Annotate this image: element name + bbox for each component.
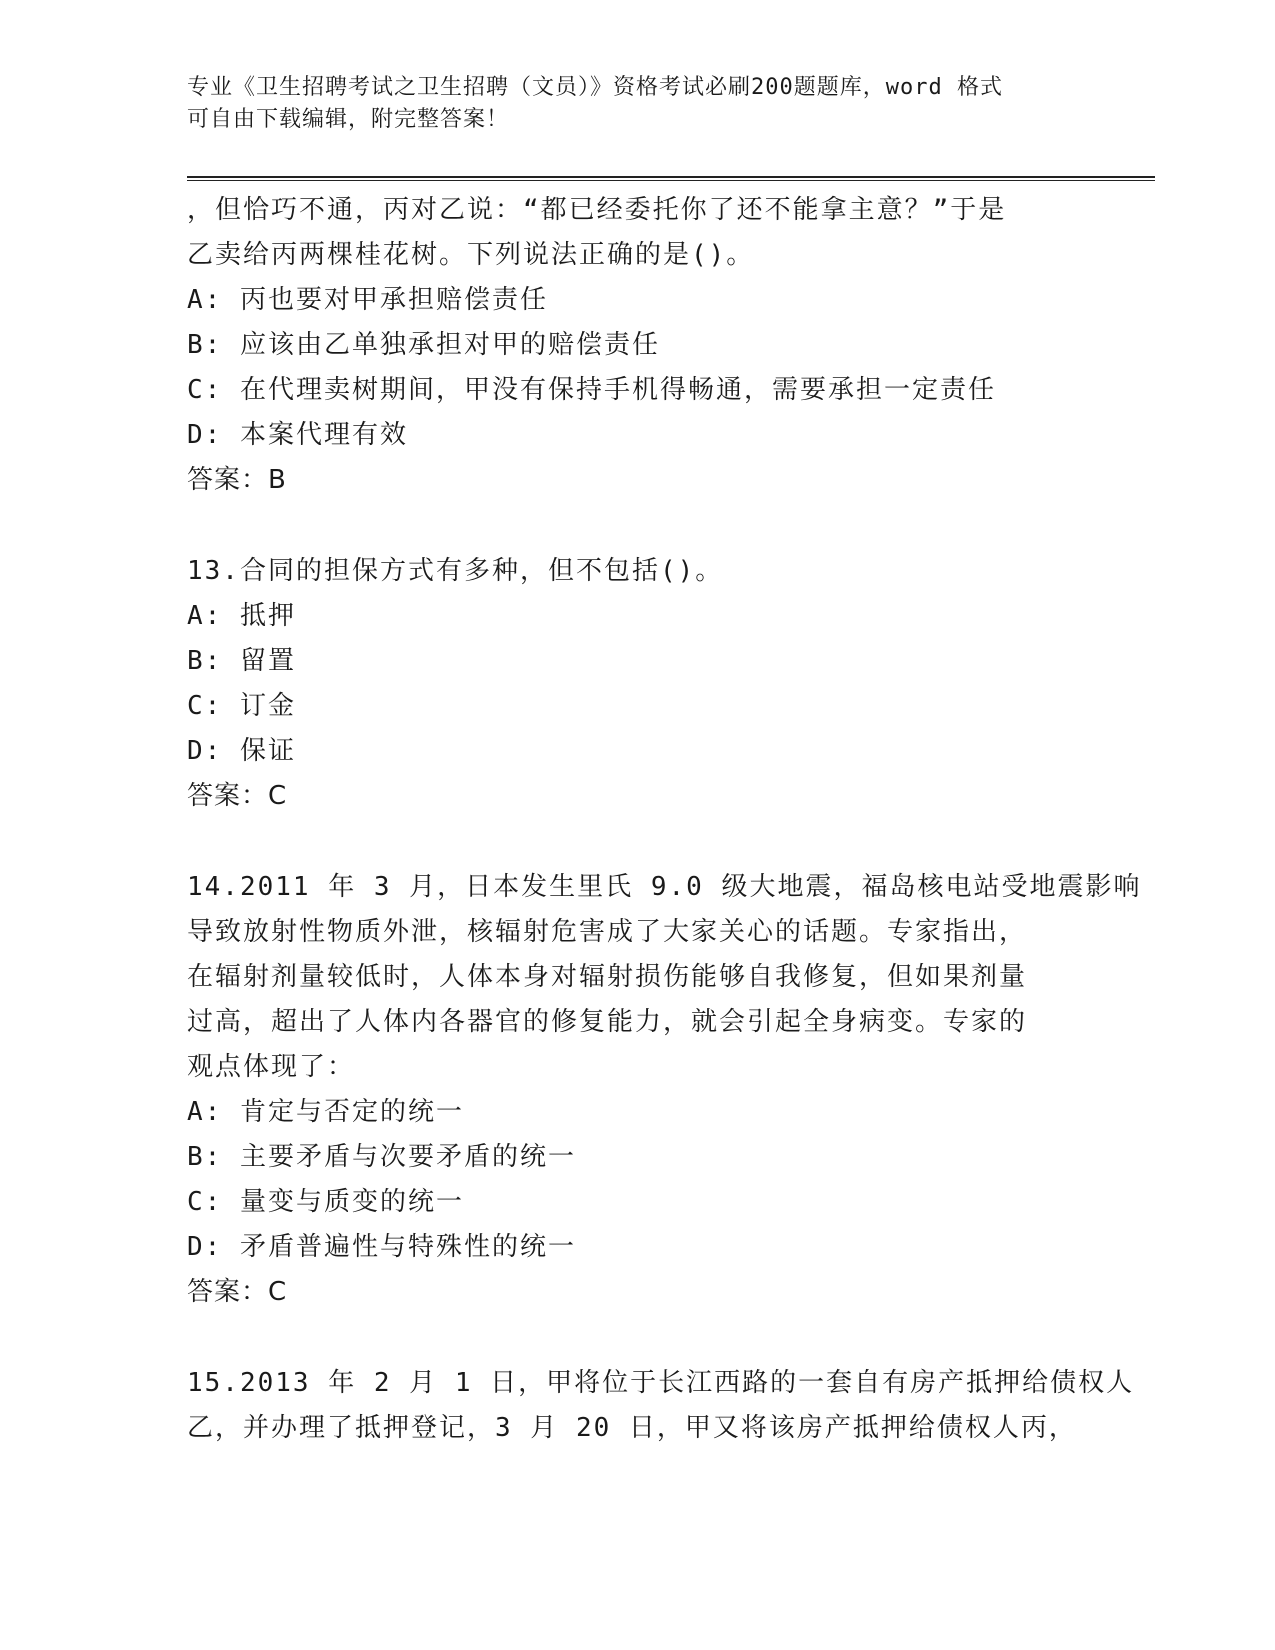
option-d: D: 矛盾普遍性与特殊性的统一 (187, 1232, 576, 1262)
spacer (187, 503, 1087, 549)
question-text-line: 过高，超出了人体内各器官的修复能力，就会引起全身病变。专家的 (187, 1007, 1028, 1037)
option-a: A: 抵押 (187, 601, 296, 631)
option-c: C: 在代理卖树期间，甲没有保持手机得畅通，需要承担一定责任 (187, 375, 996, 405)
option-b: B: 应该由乙单独承担对甲的赔偿责任 (187, 330, 660, 360)
header-title-line-2: 可自由下载编辑，附完整答案！ (187, 107, 510, 132)
spacer (187, 819, 1087, 865)
question-text-line: 14.2011 年 3 月，日本发生里氏 9.0 级大地震，福岛核电站受地震影响 (187, 872, 1142, 902)
answer-label: 答案：C (187, 781, 288, 811)
question-text-line: 13.合同的担保方式有多种，但不包括()。 (187, 556, 724, 586)
spacer (187, 1315, 1087, 1361)
question-13-block (187, 549, 1087, 819)
question-text-line: 导致放射性物质外泄，核辐射危害成了大家关心的话题。专家指出， (187, 917, 1028, 947)
option-c: C: 订金 (187, 691, 296, 721)
header-divider (187, 176, 1155, 181)
question-text-line: 观点体现了： (187, 1052, 356, 1082)
header-title-line-1: 专业《卫生招聘考试之卫生招聘（文员）》资格考试必刷200题题库，word 格式 (187, 75, 1003, 100)
option-b: B: 主要矛盾与次要矛盾的统一 (187, 1142, 576, 1172)
document-header (187, 72, 1087, 136)
question-text-line: 乙卖给丙两棵桂花树。下列说法正确的是()。 (187, 240, 755, 270)
option-b: B: 留置 (187, 646, 296, 676)
question-text-line: ，但恰巧不通，丙对乙说：“都已经委托你了还不能拿主意？”于是 (187, 195, 1007, 225)
option-d: D: 本案代理有效 (187, 420, 408, 450)
question-12-block (187, 188, 1087, 503)
option-a: A: 丙也要对甲承担赔偿责任 (187, 285, 548, 315)
question-text-line: 15.2013 年 2 月 1 日，甲将位于长江西路的一套自有房产抵押给债权人 (187, 1368, 1135, 1398)
question-text-line: 乙，并办理了抵押登记，3 月 20 日，甲又将该房产抵押给债权人丙， (187, 1413, 1077, 1443)
question-15-block (187, 1361, 1135, 1451)
question-14-block (187, 865, 1142, 1315)
option-d: D: 保证 (187, 736, 296, 766)
option-c: C: 量变与质变的统一 (187, 1187, 464, 1217)
answer-label: 答案：C (187, 1277, 288, 1307)
answer-label: 答案：B (187, 465, 287, 495)
option-a: A: 肯定与否定的统一 (187, 1097, 464, 1127)
question-content (187, 188, 1142, 1451)
question-text-line: 在辐射剂量较低时，人体本身对辐射损伤能够自我修复，但如果剂量 (187, 962, 1028, 992)
